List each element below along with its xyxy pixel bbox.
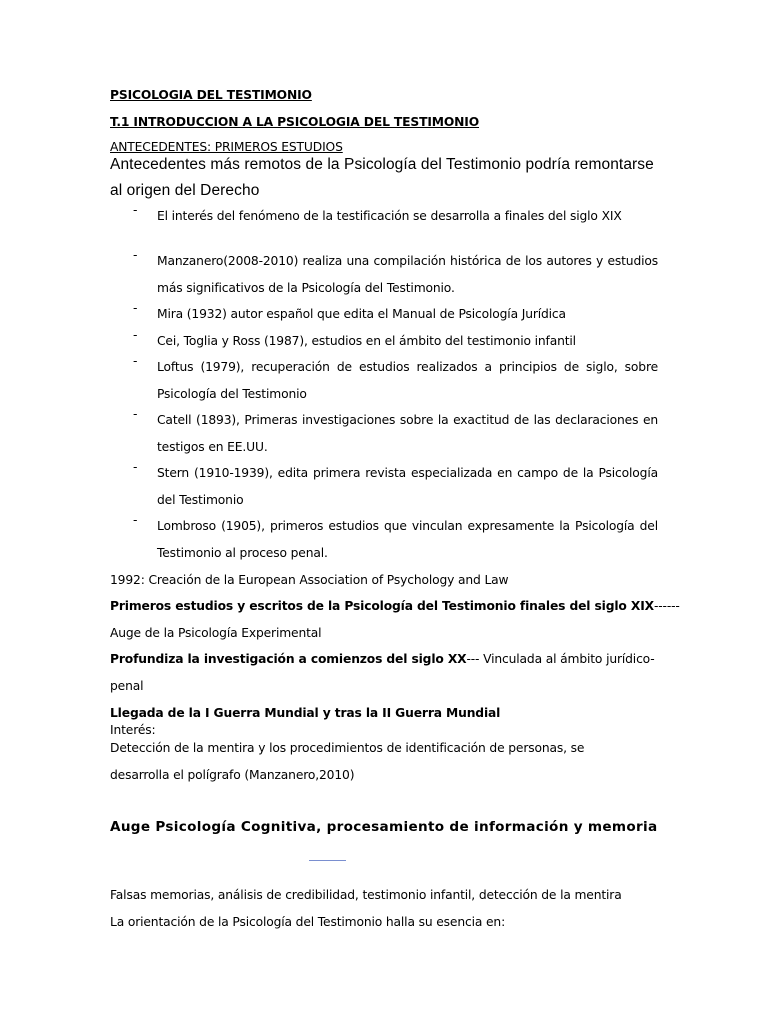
bullet-dash: -: [133, 203, 138, 217]
bullet-text: Stern (1910-1939), edita primera revista especializada en campo de la Psicología del Testimonio: [157, 466, 658, 507]
paragraph-primeros: [110, 599, 680, 613]
bullet-text: Mira (1932) autor español que edita el Manual de Psicología Jurídica: [157, 307, 566, 321]
interes-label: Interés:: [110, 723, 156, 737]
deteccion-line-2: desarrolla el polígrafo (Manzanero,2010): [110, 768, 355, 782]
bullet-dash: -: [133, 460, 138, 474]
bullet-dash: -: [133, 301, 138, 315]
bullet-dash: -: [133, 354, 138, 368]
bullet-dash: -: [133, 407, 138, 421]
bullet-text: Lombroso (1905), primeros estudios que vinculan expresamente la Psicología del Testimonio al proceso penal.: [157, 519, 658, 560]
falsas-memorias-line: Falsas memorias, análisis de credibilidad, testimonio infantil, detección de la mentira: [110, 888, 622, 902]
paragraph-profundiza-rest: --- Vinculada al ámbito jurídico-: [466, 652, 655, 666]
auge-heading: Auge Psicología Cognitiva, procesamiento de información y memoria: [110, 819, 658, 835]
intro-line-2: al origen del Derecho: [110, 182, 260, 199]
bullet-dash: -: [133, 513, 138, 527]
doc-subtitle: T.1 INTRODUCCION A LA PSICOLOGIA DEL TESTIMONIO: [110, 115, 480, 129]
deteccion-line-1: Detección de la mentira y los procedimientos de identificación de personas, se: [110, 741, 585, 755]
paragraph-profundiza-bold: Profundiza la investigación a comienzos del siglo XX: [110, 652, 467, 666]
bullet-text: Catell (1893), Primeras investigaciones sobre la exactitud de las declaraciones en testigos en EE.UU.: [157, 413, 658, 454]
paragraph-primeros-rest: Auge de la Psicología Experimental: [110, 626, 322, 640]
bullet-text: Manzanero(2008-2010) realiza una compilación histórica de los autores y estudios más significativos de la Psicología del Testimonio.: [157, 254, 658, 295]
paragraph-primeros-dashes: ------: [653, 599, 680, 613]
link-underline: [309, 860, 346, 861]
paragraph-profundiza-rest-2: penal: [110, 679, 144, 693]
bullet-text: Cei, Toglia y Ross (1987), estudios en el ámbito del testimonio infantil: [157, 334, 576, 348]
bullet-dash: -: [133, 328, 138, 342]
paragraph-profundiza: [110, 652, 658, 666]
line-1992: 1992: Creación de la European Association of Psychology and Law: [110, 573, 509, 587]
orientacion-line: La orientación de la Psicología del Testimonio halla su esencia en:: [110, 915, 506, 929]
section-heading: ANTECEDENTES: PRIMEROS ESTUDIOS: [110, 140, 343, 154]
paragraph-primeros-bold: Primeros estudios y escritos de la Psicología del Testimonio finales del siglo XIX: [110, 599, 654, 613]
bullet-dash: -: [133, 248, 138, 262]
intro-line-1: Antecedentes más remotos de la Psicología del Testimonio podría remontarse: [110, 156, 654, 173]
doc-title: PSICOLOGIA DEL TESTIMONIO: [110, 88, 312, 102]
paragraph-guerra: Llegada de la I Guerra Mundial y tras la II Guerra Mundial: [110, 706, 501, 720]
bullet-text: Loftus (1979), recuperación de estudios realizados a principios de siglo, sobre Psicología del Testimonio: [157, 360, 658, 401]
bullet-text: El interés del fenómeno de la testificación se desarrolla a finales del siglo XIX: [157, 209, 622, 223]
